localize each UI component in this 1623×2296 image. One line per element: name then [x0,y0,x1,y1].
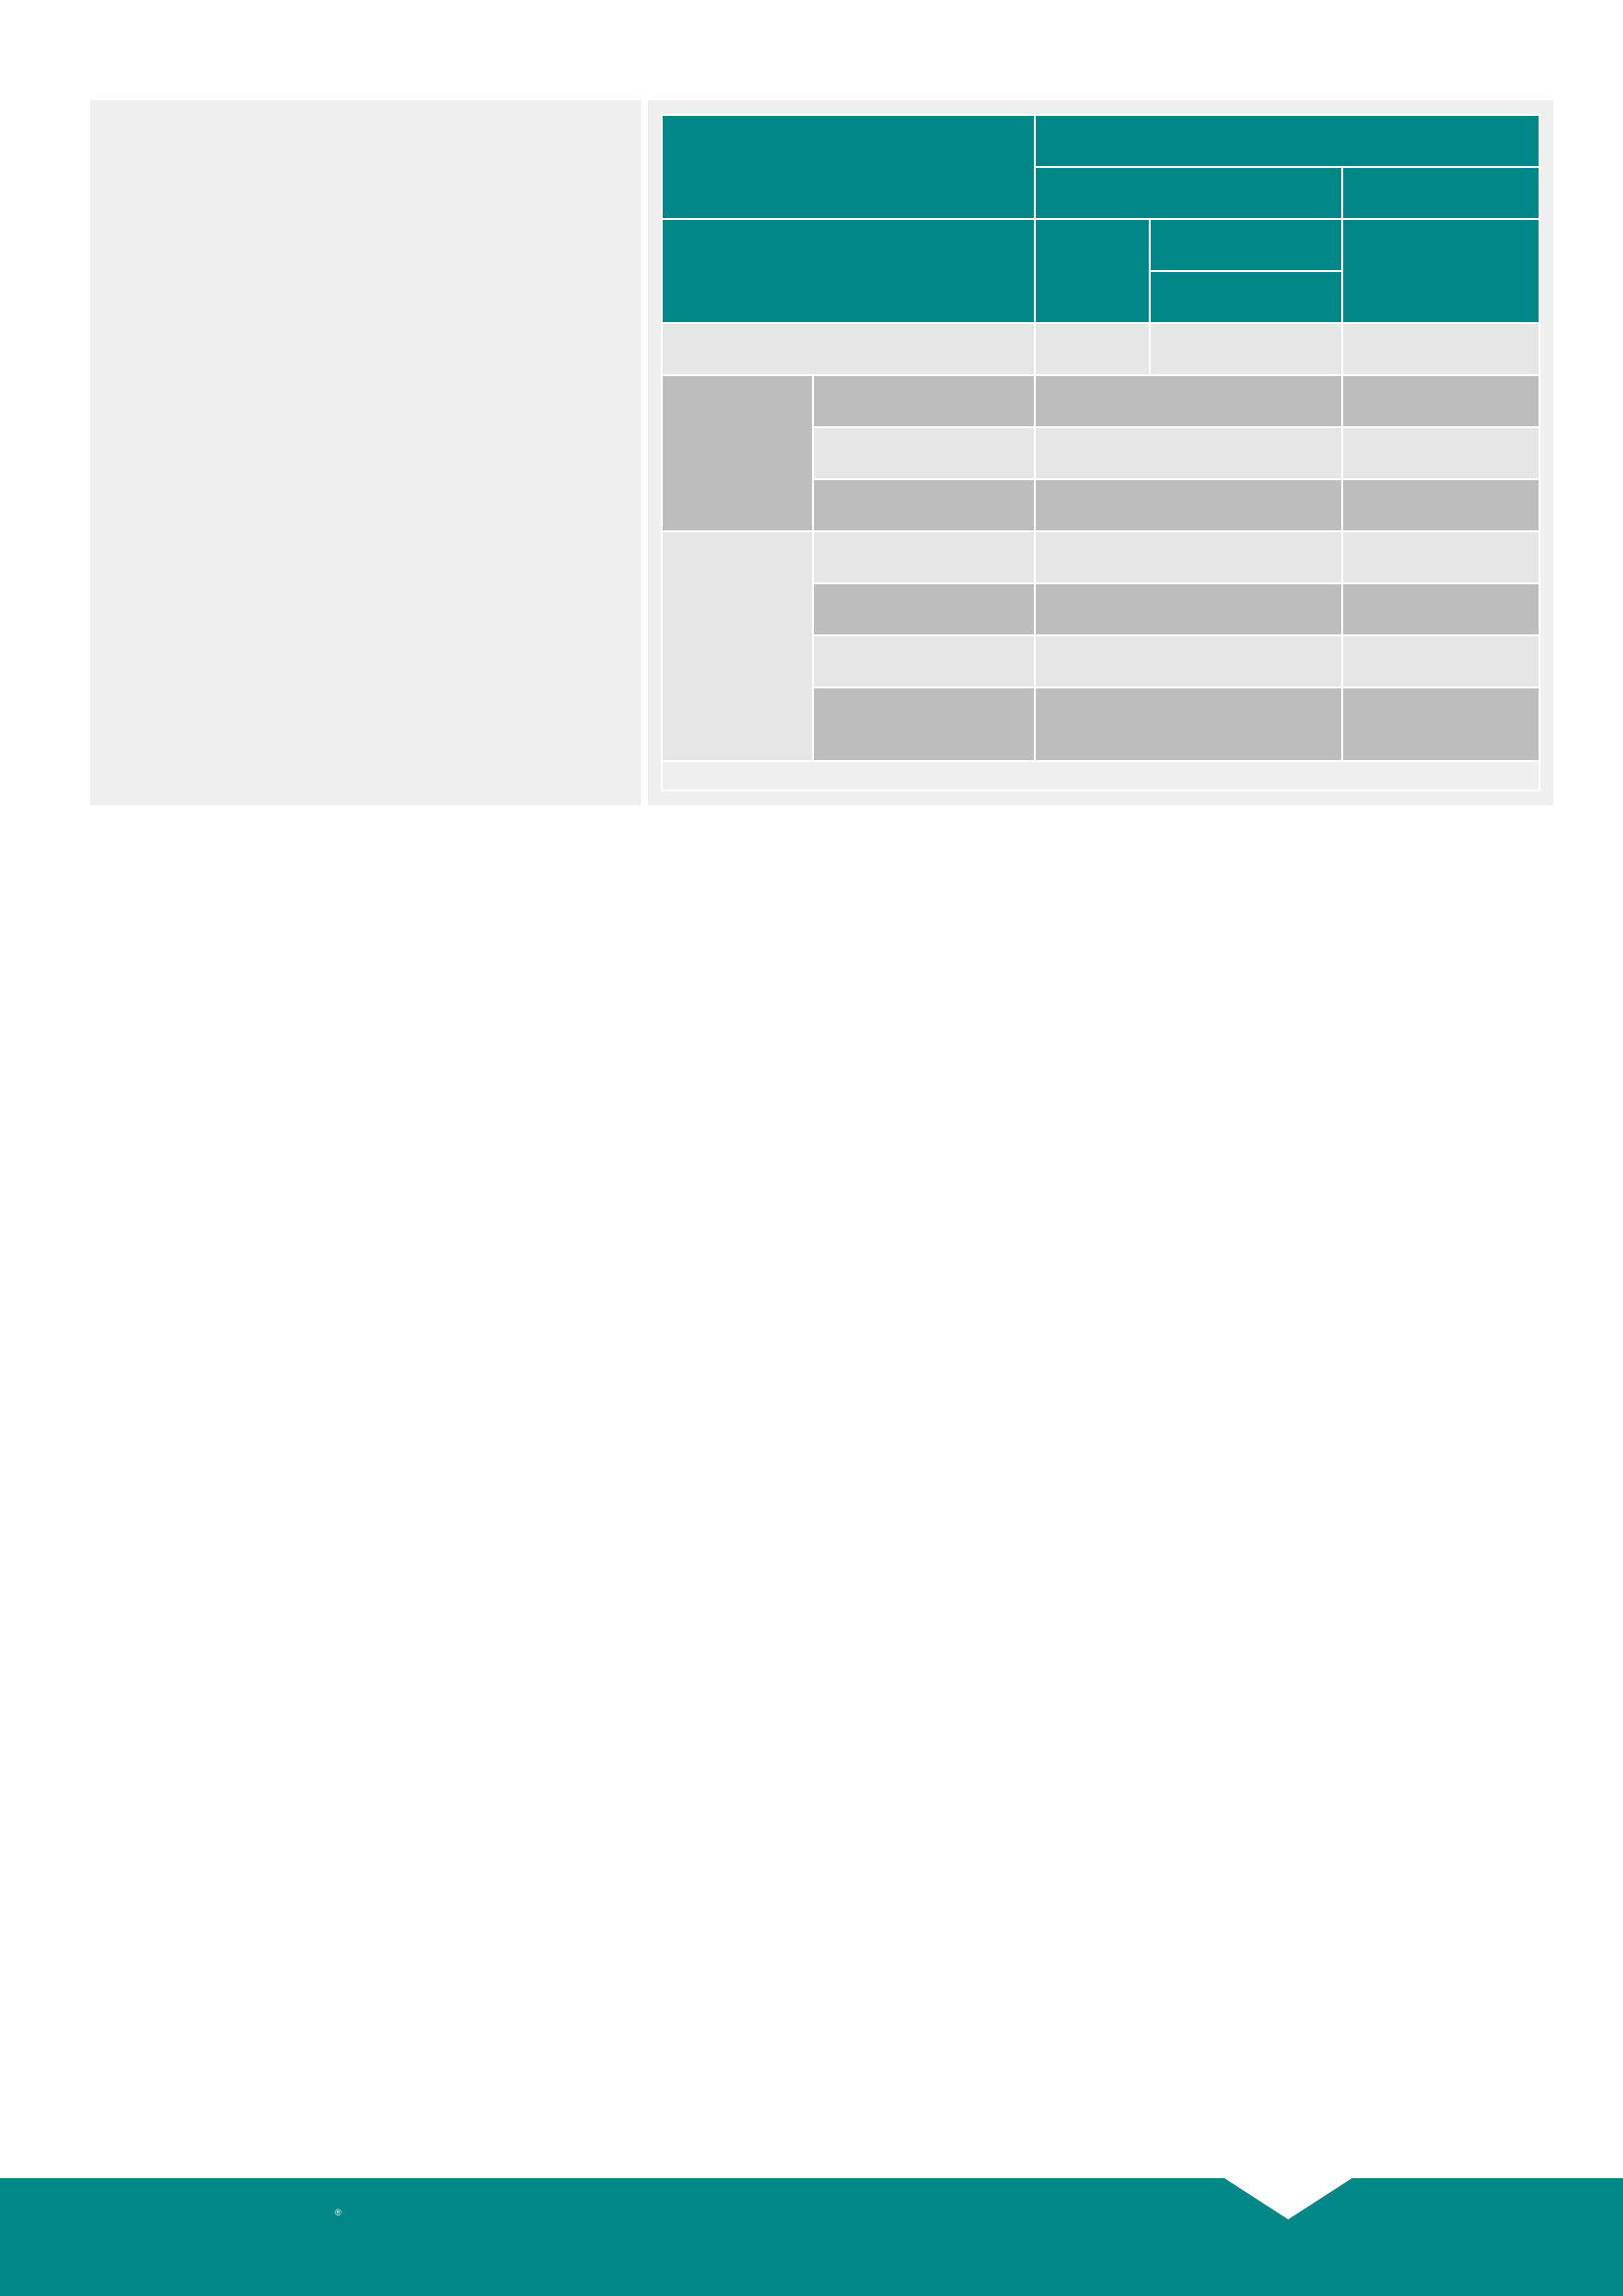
table-cell [813,375,1035,427]
table-group-cell [662,531,813,761]
table-header-cell [1035,167,1342,219]
table-cell [1342,531,1540,583]
moxa-logo [75,2206,350,2247]
table-corner-cell [662,115,1035,219]
table-note [662,761,1540,791]
table-cell [1035,531,1342,583]
table-header-cell [1150,219,1343,271]
table-header-cell [1150,271,1343,323]
table-cell [813,531,1035,583]
table-cell [1342,375,1540,427]
svg-text:®: ® [335,2208,342,2217]
table-header-cell [1342,167,1540,219]
table-cell [1342,635,1540,687]
spec-value [648,100,1553,805]
table-cell [813,583,1035,635]
spec-label [90,100,641,805]
table-cell [813,635,1035,687]
table-header-cell [1035,219,1150,323]
table-cell [1035,323,1150,375]
table-cell [813,427,1035,479]
table-cell [1035,479,1342,531]
table-cell [1035,687,1342,761]
table-header-cell [1035,115,1540,167]
table-cell [1035,635,1342,687]
table-cell [1342,427,1540,479]
spec-content [90,100,1553,811]
spec-row-optical-fiber [90,100,1553,805]
table-cell [813,687,1035,761]
table-cell [662,323,1035,375]
table-cell [813,479,1035,531]
table-header-cell [662,219,1035,323]
table-cell [1035,427,1342,479]
table-cell [1150,323,1343,375]
table-cell [1035,583,1342,635]
table-cell [1035,375,1342,427]
table-group-cell [662,375,813,531]
footer-notch [1224,2178,1352,2219]
table-header-cell [1342,219,1540,323]
table-cell [1342,687,1540,761]
table-cell [1342,583,1540,635]
table-cell [1342,479,1540,531]
table-cell [1342,323,1540,375]
optical-fiber-table [661,114,1541,792]
